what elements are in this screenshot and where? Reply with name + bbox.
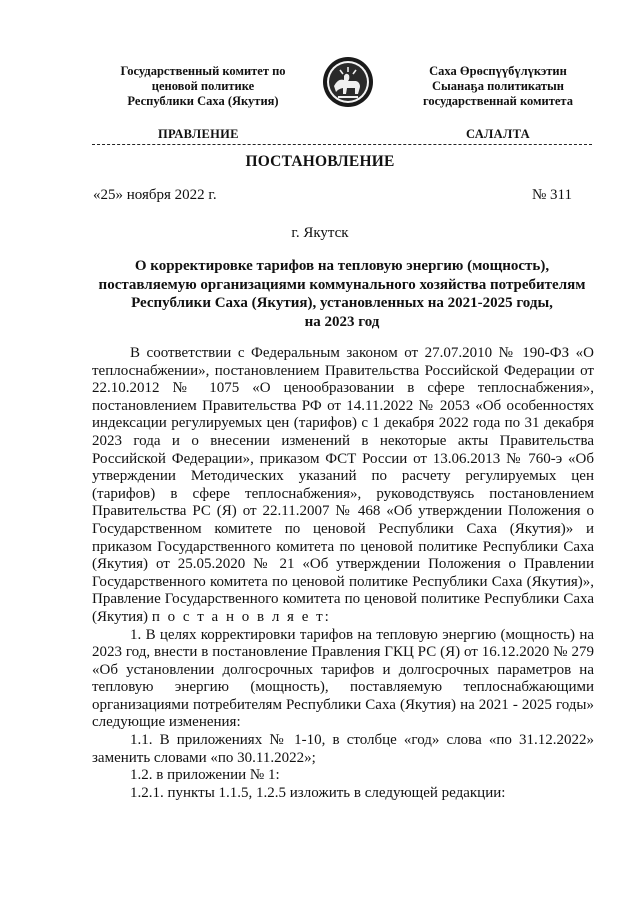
item-1-1: 1.1. В приложениях № 1-10, в столбце «год» слова «по 31.12.2022» заменить словами «по 30.11.2022»; xyxy=(92,732,594,766)
document-body xyxy=(92,345,594,802)
item-1-2-1: 1.2.1. пункты 1.1.5, 1.2.5 изложить в следующей редакции: xyxy=(130,784,506,801)
board-label-yakut: САЛАЛТА xyxy=(466,127,530,141)
subject-line: Республики Саха (Якутия), установленных на 2021-2025 годы, xyxy=(131,295,553,311)
committee-name-line: Саха Өрөспүүбүлүкэтин xyxy=(429,64,567,78)
committee-name-yakut xyxy=(408,64,588,109)
subject-line: на 2023 год xyxy=(304,313,380,330)
document-subject xyxy=(92,257,592,331)
header-divider xyxy=(92,144,592,145)
document-city: г. Якутск xyxy=(291,225,349,241)
committee-name-line: Сыанаҕа политикатын xyxy=(432,79,564,93)
subject-line: О корректировке тарифов на тепловую энергию (мощность), xyxy=(134,258,550,274)
committee-name-russian xyxy=(103,64,303,109)
preamble-paragraph xyxy=(92,345,594,627)
subject-line: поставляемую организациями коммунального хозяйства потребителям xyxy=(98,276,586,293)
document-type-title: ПОСТАНОВЛЕНИЕ xyxy=(245,153,395,170)
committee-name-line: Республики Саха (Якутия) xyxy=(127,94,279,108)
document-number: № 311 xyxy=(532,187,573,203)
board-label-russian: ПРАВЛЕНИЕ xyxy=(158,127,239,141)
coat-of-arms-emblem xyxy=(322,56,374,108)
preamble-text: В соответствии с Федеральным законом от 27.07.2010 № 190-ФЗ «О теплоснабжении», постановлением Правительства Российской Федерации от 22.10.2012 № 1075 «О ценообразовании в сфере теплоснабжения», постановлением Правительства РФ от 14.11.2022 № 2053 «Об особенностях индексации регулируемых цен (тарифов) с 1 декабря 2022 года по 31 декабря 2023 года и о внесении изменений в некоторые акты Правительства Российской Федерации», приказом ФСТ России от 13.06.2013 № 760-э «Об утверждении Методических указаний по расчету регулируемых цен (тарифов) в сфере теплоснабжения», руководствуясь постановлением Правительства РС (Я) от 22.11.2007 № 468 «Об утверждении Положения о Государственном комитете по ценовой Республики Саха (Якутия)» и приказом Государственного комитета по ценовой политике Республики Саха (Якутия) от 25.05.2020 № 21 «Об утверждении Положения о Правлении Государственного комитета по ценовой политике Республики Саха (Якутия)», Правление Государственного комитета по ценовой политике Республики Саха (Якутия) xyxy=(92,345,594,625)
committee-name-line: ценовой политике xyxy=(151,79,255,93)
committee-name-line: Государственный комитет по xyxy=(120,64,286,78)
resolves-text: п о с т а н о в л я е т: xyxy=(151,608,331,625)
item-1-2: 1.2. в приложении № 1: xyxy=(130,767,280,784)
document-date: «25» ноября 2022 г. xyxy=(93,187,217,203)
item-1: 1. В целях корректировки тарифов на тепловую энергию (мощность) на 2023 год, внести в постановление Правления ГКЦ РС (Я) от 16.12.2020 № 279 «Об установлении долгосрочных тарифов и долгосрочных параметров на тепловую энергию (мощность), поставляемую теплоснабжающими организациями потребителям Республики Саха (Якутия) на 2021 - 2025 годы» следующие изменения: xyxy=(92,626,594,731)
committee-name-line: государственнай комитета xyxy=(423,94,573,108)
